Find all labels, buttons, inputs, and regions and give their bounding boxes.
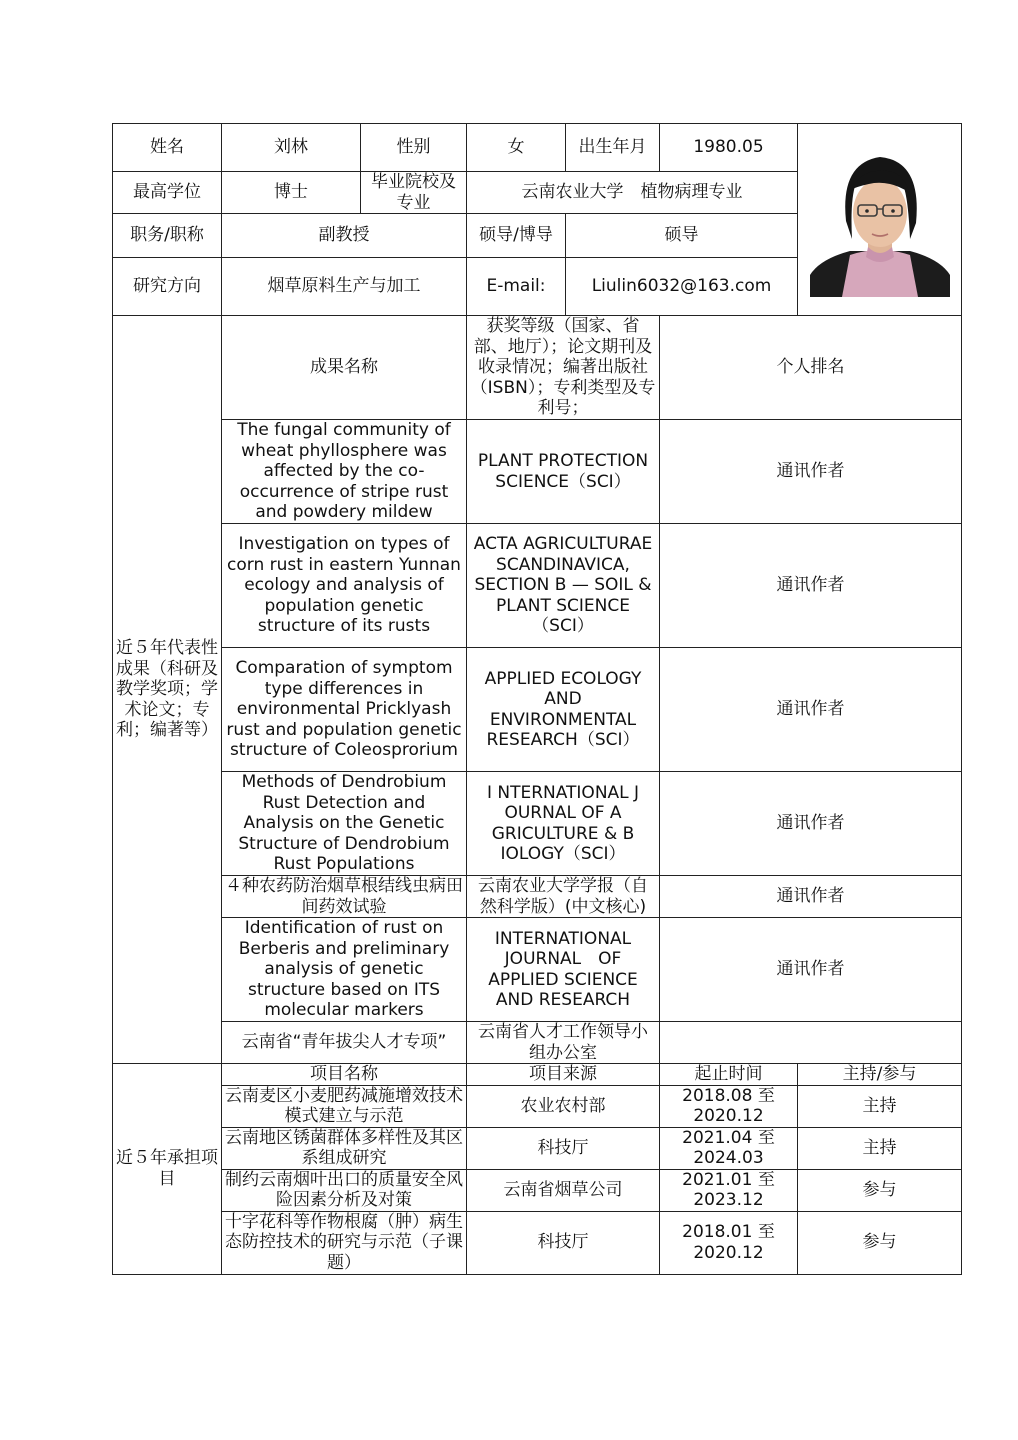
achievement-level: 云南省人才工作领导小组办公室 — [467, 1022, 660, 1064]
project-role: 主持 — [798, 1127, 962, 1169]
project-name: 云南地区锈菌群体多样性及其区系组成研究 — [222, 1127, 467, 1169]
email-value: Liulin6032@163.com — [566, 258, 798, 316]
project-role: 参与 — [798, 1211, 962, 1274]
achievement-level: PLANT PROTECTION SCIENCE（SCI） — [467, 420, 660, 524]
achievement-rank — [660, 1022, 962, 1064]
achievement-name: ４种农药防治烟草根结线虫病田间药效试验 — [222, 876, 467, 918]
project-name: 制约云南烟叶出口的质量安全风险因素分析及对策 — [222, 1169, 467, 1211]
name-label: 姓名 — [113, 124, 222, 172]
research-value: 烟草原料生产与加工 — [222, 258, 467, 316]
title-label: 职务/职称 — [113, 214, 222, 258]
achievement-level: I NTERNATIONAL J OURNAL OF A GRICULTURE & B IOLOGY（SCI） — [467, 772, 660, 876]
project-header-name: 项目名称 — [222, 1064, 467, 1086]
project-source: 科技厅 — [467, 1211, 660, 1274]
project-source: 云南省烟草公司 — [467, 1169, 660, 1211]
achievement-name: The fungal community of wheat phyllosphere was affected by the co-occurrence of stripe rust and powdery mildew — [222, 420, 467, 524]
project-source: 科技厅 — [467, 1127, 660, 1169]
project-role: 主持 — [798, 1085, 962, 1127]
gender-label: 性别 — [361, 124, 467, 172]
achievement-level: APPLIED ECOLOGY AND ENVIRONMENTAL RESEARCH（SCI） — [467, 648, 660, 772]
achievement-rank: 通讯作者 — [660, 772, 962, 876]
achievement-name: Identification of rust on Berberis and preliminary analysis of genetic structure based on ITS molecular markers — [222, 918, 467, 1022]
project-period: 2021.04 至 2024.03 — [660, 1127, 798, 1169]
achievement-header-rank: 个人排名 — [660, 316, 962, 420]
achievement-name: Methods of Dendrobium Rust Detection and Analysis on the Genetic Structure of Dendrobium Rust Populations — [222, 772, 467, 876]
project-source: 农业农村部 — [467, 1085, 660, 1127]
project-period: 2018.08 至 2020.12 — [660, 1085, 798, 1127]
achievement-rank: 通讯作者 — [660, 420, 962, 524]
achievement-level: 云南农业大学学报（自然科学版）(中文核心) — [467, 876, 660, 918]
school-label: 毕业院校及专业 — [361, 172, 467, 214]
name-value: 刘林 — [222, 124, 361, 172]
achievement-name: Investigation on types of corn rust in eastern Yunnan ecology and analysis of population genetic structure of its rusts — [222, 524, 467, 648]
school-value: 云南农业大学 植物病理专业 — [467, 172, 798, 214]
achievements-section-label: 近５年代表性成果（科研及教学奖项；学术论文；专利；编著等） — [113, 316, 222, 1064]
project-header-role: 主持/参与 — [798, 1064, 962, 1086]
title-value: 副教授 — [222, 214, 467, 258]
achievement-level: INTERNATIONAL JOURNAL OF APPLIED SCIENCE AND RESEARCH — [467, 918, 660, 1022]
degree-label: 最高学位 — [113, 172, 222, 214]
project-header-source: 项目来源 — [467, 1064, 660, 1086]
achievement-rank: 通讯作者 — [660, 876, 962, 918]
achievement-name: Comparation of symptom type differences in environmental Pricklyash rust and population genetic structure of Coleosprorium — [222, 648, 467, 772]
resume-table — [112, 123, 962, 1275]
project-period: 2018.01 至 2020.12 — [660, 1211, 798, 1274]
project-header-period: 起止时间 — [660, 1064, 798, 1086]
achievement-name: 云南省“青年拔尖人才专项” — [222, 1022, 467, 1064]
email-label: E-mail: — [467, 258, 566, 316]
degree-value: 博士 — [222, 172, 361, 214]
gender-value: 女 — [467, 124, 566, 172]
achievement-rank: 通讯作者 — [660, 918, 962, 1022]
achievement-rank: 通讯作者 — [660, 648, 962, 772]
achievement-rank: 通讯作者 — [660, 524, 962, 648]
project-name: 十字花科等作物根腐（肿）病生态防控技术的研究与示范（子课题） — [222, 1211, 467, 1274]
photo-cell — [798, 124, 962, 316]
achievement-header-level: 获奖等级（国家、省部、地厅）；论文期刊及收录情况；编著出版社（ISBN）；专利类型及专利号； — [467, 316, 660, 420]
birth-value: 1980.05 — [660, 124, 798, 172]
research-label: 研究方向 — [113, 258, 222, 316]
supervisor-label: 硕导/博导 — [467, 214, 566, 258]
project-name: 云南麦区小麦肥药减施增效技术模式建立与示范 — [222, 1085, 467, 1127]
project-role: 参与 — [798, 1169, 962, 1211]
supervisor-value: 硕导 — [566, 214, 798, 258]
achievement-header-name: 成果名称 — [222, 316, 467, 420]
birth-label: 出生年月 — [566, 124, 660, 172]
projects-section-label: 近５年承担项目 — [113, 1064, 222, 1275]
achievement-level: ACTA AGRICULTURAE SCANDINAVICA, SECTION B — SOIL & PLANT SCIENCE（SCI） — [467, 524, 660, 648]
project-period: 2021.01 至 2023.12 — [660, 1169, 798, 1211]
portrait-photo — [810, 143, 950, 297]
